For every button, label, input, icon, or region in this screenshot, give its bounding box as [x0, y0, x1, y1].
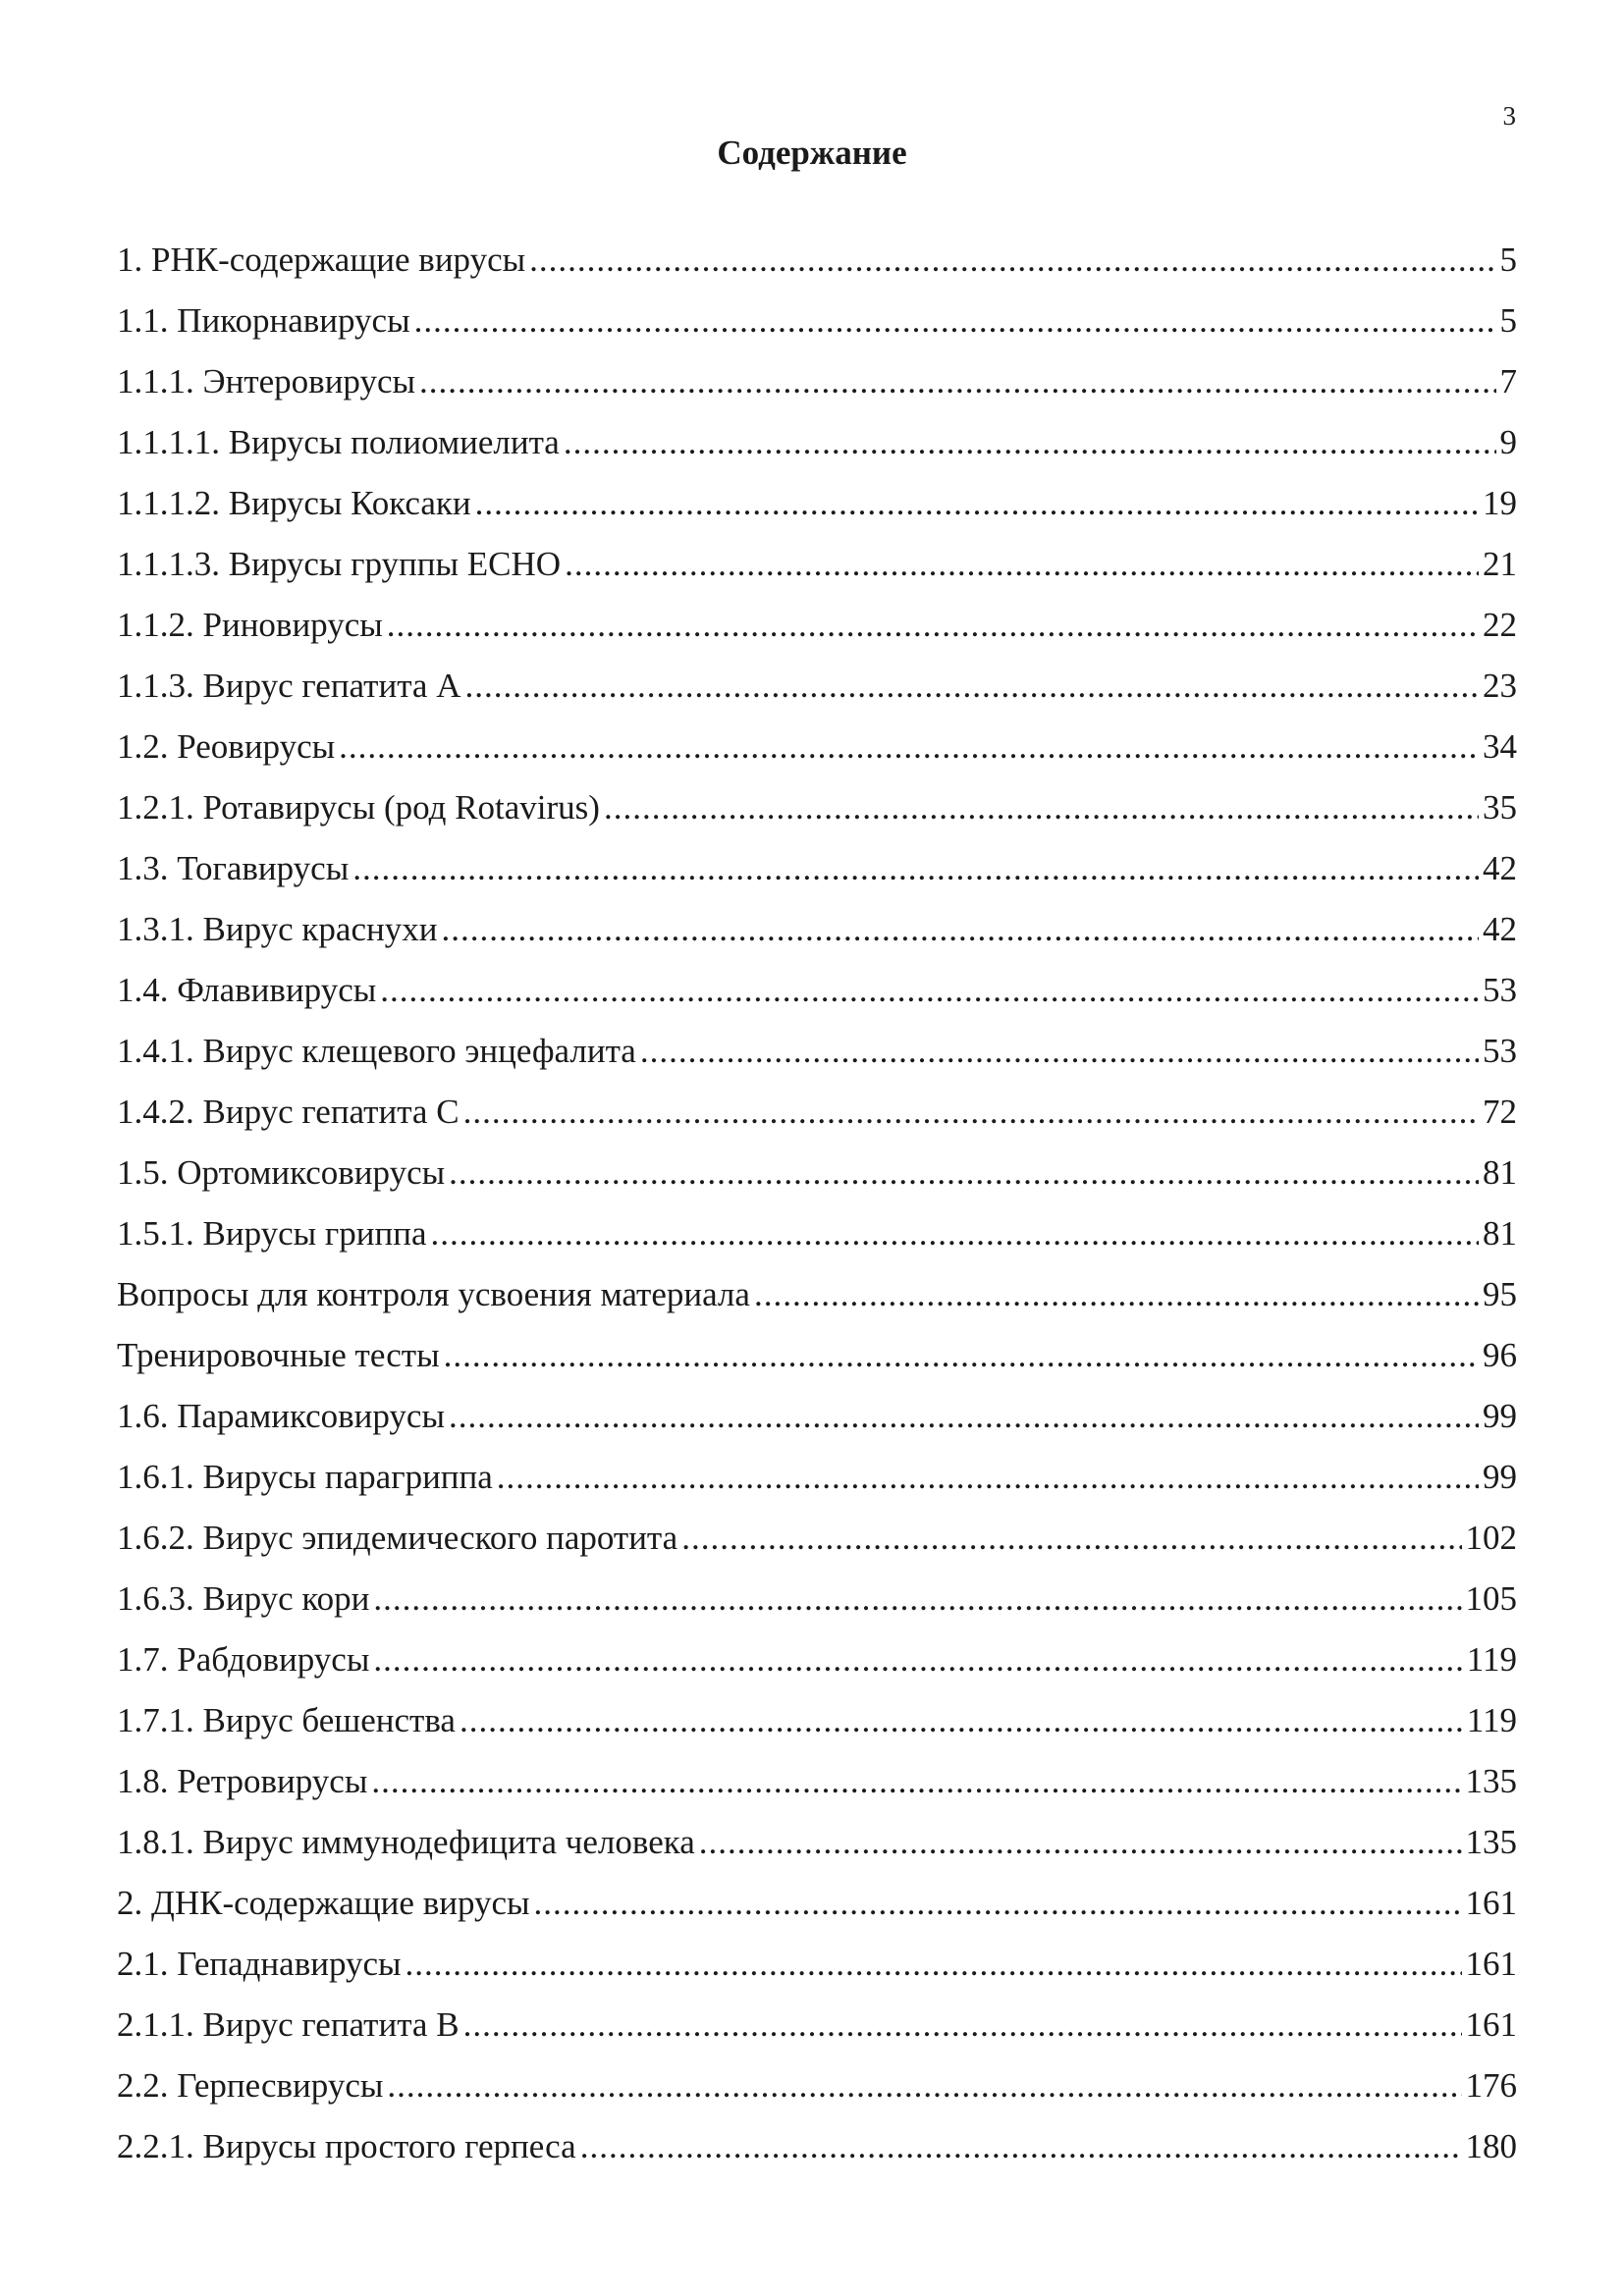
dot-leader [431, 1203, 1480, 1264]
toc-entry-label: 1.1. Пикорнавирусы [117, 301, 410, 340]
toc-entry-page: 180 [1465, 2127, 1517, 2165]
table-of-contents [117, 230, 1517, 2177]
toc-entry-label: 2.1.1. Вирус гепатита В [117, 2005, 460, 2044]
toc-entry-label: 1.6. Парамиксовирусы [117, 1397, 445, 1435]
toc-entry[interactable] [117, 838, 1517, 899]
toc-entry[interactable] [117, 230, 1517, 291]
toc-entry[interactable] [117, 1934, 1517, 1995]
toc-entry[interactable] [117, 473, 1517, 534]
dot-leader [387, 595, 1479, 656]
toc-entry[interactable] [117, 777, 1517, 838]
dot-leader [534, 1873, 1462, 1934]
toc-entry-page: 135 [1465, 1762, 1517, 1800]
toc-entry-label: 2.2.1. Вирусы простого герпеса [117, 2127, 576, 2165]
dot-leader [564, 412, 1496, 473]
toc-entry[interactable] [117, 1751, 1517, 1812]
toc-entry[interactable] [117, 1203, 1517, 1264]
toc-entry[interactable] [117, 1995, 1517, 2056]
toc-entry-label: 1.6.2. Вирус эпидемического паротита [117, 1519, 678, 1557]
toc-entry[interactable] [117, 1325, 1517, 1386]
toc-entry-page: 161 [1465, 1945, 1517, 1983]
dot-leader [373, 1629, 1462, 1690]
dot-leader [339, 717, 1479, 777]
dot-leader [465, 656, 1480, 717]
toc-entry-label: 1.1.1.2. Вирусы Коксаки [117, 484, 471, 522]
toc-entry-label: 1.1.1. Энтеровирусы [117, 362, 416, 400]
toc-entry-label: 1.2. Реовирусы [117, 727, 336, 766]
toc-entry-page: 81 [1483, 1153, 1517, 1192]
toc-entry-label: 1.2.1. Ротавирусы (род Rotavirus) [117, 788, 600, 827]
dot-leader [387, 2056, 1461, 2116]
toc-entry-label: 1.7. Рабдовирусы [117, 1640, 370, 1679]
toc-entry-page: 53 [1483, 1032, 1517, 1070]
toc-entry-page: 42 [1483, 849, 1517, 887]
toc-entry-page: 5 [1499, 240, 1517, 279]
dot-leader [463, 1082, 1479, 1143]
toc-entry-page: 42 [1483, 910, 1517, 948]
dot-leader [497, 1447, 1479, 1508]
dot-leader [414, 291, 1496, 351]
toc-entry-label: 1.8.1. Вирус иммунодефицита человека [117, 1823, 695, 1861]
toc-entry-page: 23 [1483, 667, 1517, 705]
toc-entry-page: 34 [1483, 727, 1517, 766]
toc-entry[interactable] [117, 291, 1517, 351]
toc-entry-page: 22 [1483, 606, 1517, 644]
toc-entry-page: 161 [1465, 1884, 1517, 1922]
toc-entry[interactable] [117, 1447, 1517, 1508]
toc-entry[interactable] [117, 595, 1517, 656]
dot-leader [371, 1751, 1461, 1812]
dot-leader [449, 1386, 1479, 1447]
toc-entry-page: 19 [1483, 484, 1517, 522]
toc-entry-page: 105 [1465, 1579, 1517, 1618]
dot-leader [380, 960, 1479, 1021]
toc-entry[interactable] [117, 1264, 1517, 1325]
toc-entry-page: 135 [1465, 1823, 1517, 1861]
toc-entry-page: 7 [1499, 362, 1517, 400]
toc-entry-page: 161 [1465, 2005, 1517, 2044]
toc-title: Содержание [717, 133, 907, 172]
dot-leader [640, 1021, 1479, 1082]
toc-entry-label: 2. ДНК-содержащие вирусы [117, 1884, 530, 1922]
dot-leader [565, 534, 1479, 595]
toc-entry[interactable] [117, 960, 1517, 1021]
toc-entry-page: 95 [1483, 1275, 1517, 1313]
toc-entry[interactable] [117, 717, 1517, 777]
toc-entry-label: 1.4.2. Вирус гепатита С [117, 1093, 460, 1131]
toc-entry-label: 2.1. Гепаднавирусы [117, 1945, 402, 1983]
toc-entry-label: 1.7.1. Вирус бешенства [117, 1701, 456, 1739]
toc-entry[interactable] [117, 1569, 1517, 1629]
dot-leader [406, 1934, 1462, 1995]
toc-entry-label: 1.1.2. Риновирусы [117, 606, 383, 644]
dot-leader [604, 777, 1479, 838]
dot-leader [699, 1812, 1462, 1873]
toc-entry-label: 1.4. Флавивирусы [117, 971, 377, 1009]
dot-leader [463, 1995, 1462, 2056]
dot-leader [475, 473, 1479, 534]
toc-entry-page: 53 [1483, 971, 1517, 1009]
toc-entry-page: 99 [1483, 1397, 1517, 1435]
dot-leader [460, 1690, 1463, 1751]
toc-entry-label: 1.8. Ретровирусы [117, 1762, 368, 1800]
toc-entry-label: 1.4.1. Вирус клещевого энцефалита [117, 1032, 636, 1070]
toc-entry-label: Вопросы для контроля усвоения материала [117, 1275, 750, 1313]
dot-leader [449, 1143, 1479, 1203]
toc-entry[interactable] [117, 1082, 1517, 1143]
toc-entry[interactable] [117, 899, 1517, 960]
toc-entry[interactable] [117, 1386, 1517, 1447]
toc-entry[interactable] [117, 1508, 1517, 1569]
toc-entry[interactable] [117, 534, 1517, 595]
dot-leader [681, 1508, 1461, 1569]
toc-entry-page: 176 [1465, 2066, 1517, 2105]
toc-entry[interactable] [117, 1021, 1517, 1082]
toc-entry-label: Тренировочные тесты [117, 1336, 440, 1374]
toc-entry-label: 1.6.3. Вирус кори [117, 1579, 370, 1618]
toc-entry-page: 35 [1483, 788, 1517, 827]
toc-entry[interactable] [117, 2056, 1517, 2116]
toc-entry[interactable] [117, 1690, 1517, 1751]
dot-leader [419, 351, 1495, 412]
toc-entry-page: 21 [1483, 545, 1517, 583]
toc-entry-label: 1.3.1. Вирус краснухи [117, 910, 438, 948]
toc-entry-page: 99 [1483, 1458, 1517, 1496]
dot-leader [441, 899, 1479, 960]
dot-leader [373, 1569, 1461, 1629]
toc-entry[interactable] [117, 1143, 1517, 1203]
toc-entry-page: 96 [1483, 1336, 1517, 1374]
dot-leader [352, 838, 1479, 899]
dot-leader [444, 1325, 1479, 1386]
toc-entry[interactable] [117, 412, 1517, 473]
toc-entry-label: 1.5. Ортомиксовирусы [117, 1153, 446, 1192]
toc-entry-page: 119 [1466, 1640, 1517, 1679]
toc-entry-page: 102 [1465, 1519, 1517, 1557]
toc-entry-label: 1.1.1.1. Вирусы полиомиелита [117, 423, 560, 461]
dot-leader [754, 1264, 1479, 1325]
toc-entry-label: 1.1.3. Вирус гепатита А [117, 667, 461, 705]
toc-entry-page: 72 [1483, 1093, 1517, 1131]
dot-leader [580, 2116, 1462, 2177]
toc-entry-label: 1.1.1.3. Вирусы группы ECHO [117, 545, 562, 583]
dot-leader [529, 230, 1495, 291]
toc-entry[interactable] [117, 1629, 1517, 1690]
toc-entry-page: 5 [1499, 301, 1517, 340]
toc-entry-label: 1. РНК-содержащие вирусы [117, 240, 526, 279]
toc-entry-page: 9 [1499, 423, 1517, 461]
toc-entry[interactable] [117, 1873, 1517, 1934]
toc-entry[interactable] [117, 1812, 1517, 1873]
toc-entry-label: 1.5.1. Вирусы гриппа [117, 1214, 427, 1253]
toc-entry-page: 81 [1483, 1214, 1517, 1253]
toc-entry[interactable] [117, 2116, 1517, 2177]
toc-entry[interactable] [117, 351, 1517, 412]
toc-entry-label: 2.2. Герпесвирусы [117, 2066, 384, 2105]
toc-entry-label: 1.6.1. Вирусы парагриппа [117, 1458, 493, 1496]
toc-entry-label: 1.3. Тогавирусы [117, 849, 350, 887]
toc-entry-page: 119 [1466, 1701, 1517, 1739]
page-number: 3 [1502, 101, 1516, 131]
toc-entry[interactable] [117, 656, 1517, 717]
